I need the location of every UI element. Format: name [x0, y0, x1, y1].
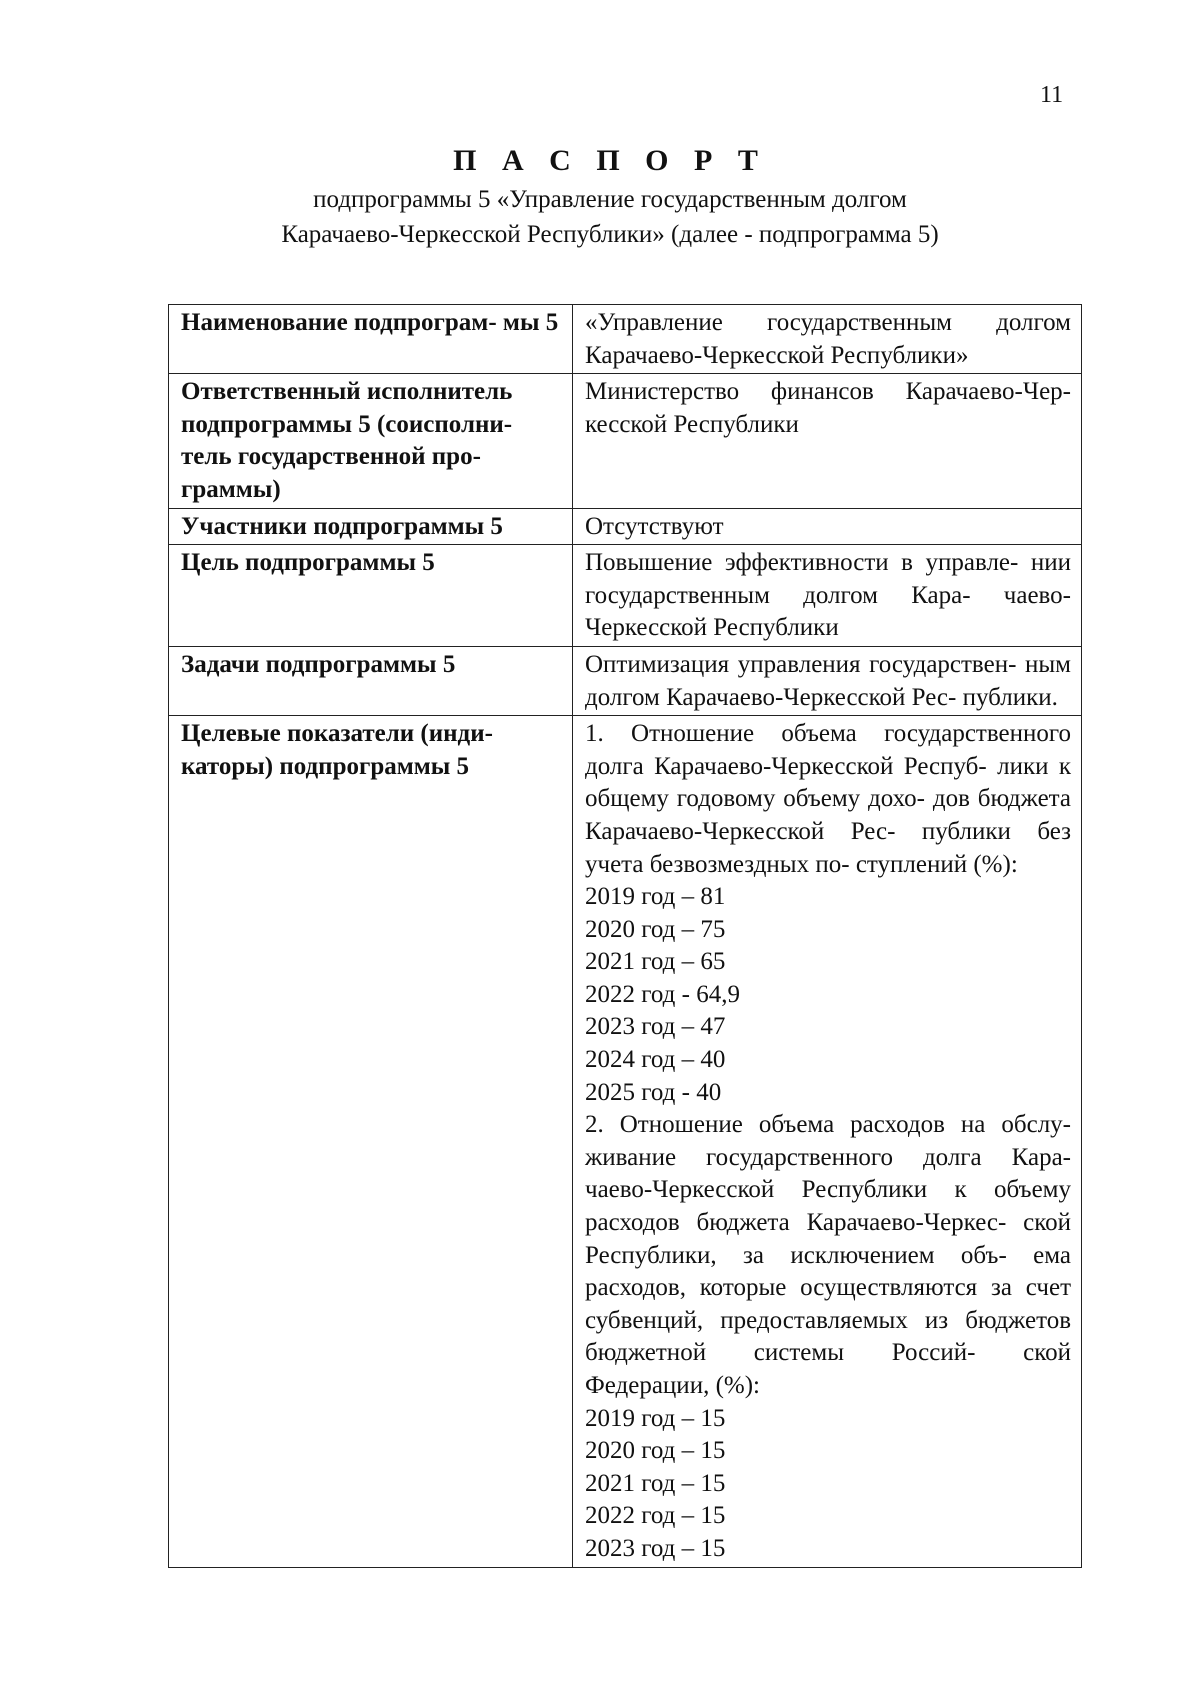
- indicator-2-text: 2. Отношение объема расходов на обслу- живание государственного долга Кара- чаево-Черкесской Республики к объему расходов бюджета Карачаево-Черкес- ской Республики, за исключением объ- ема расходов, которые осуществляются за счет субвенций, предоставляемых из бюджетов бюджетной системы Россий- ской Федерации, (%):: [585, 1111, 1071, 1399]
- page-number: 11: [1040, 82, 1064, 108]
- indicator-1-text: 1. Отношение объема государственного долга Карачаево-Черкесской Респуб- лики к общему годовому объему дохо- дов бюджета Карачаево-Черкесской Рес- публики без учета безвозмездных по- ступлений (%):: [585, 720, 1071, 878]
- row-value: «Управление государственным долгом Карачаево-Черкесской Республики»: [573, 305, 1082, 374]
- table-row: [169, 716, 1082, 1567]
- table-row: [169, 646, 1082, 715]
- indicator-2-year-value: 2022 год – 15: [585, 1502, 726, 1530]
- indicator-1-year-value: 2023 год – 47: [585, 1013, 726, 1041]
- row-value: Оптимизация управления государствен- ным долгом Карачаево-Черкесской Рес- публики.: [573, 646, 1082, 715]
- indicator-2-year-value: 2020 год – 15: [585, 1437, 726, 1465]
- indicator-2-year-value: 2019 год – 15: [585, 1404, 726, 1432]
- document-title: П А С П О Р Т: [453, 144, 767, 177]
- table-row: [169, 545, 1082, 647]
- row-value: Министерство финансов Карачаево-Чер- кесской Республики: [573, 374, 1082, 508]
- indicator-1-year-value: 2021 год – 65: [585, 948, 726, 976]
- indicator-2-year-value: 2021 год – 15: [585, 1469, 726, 1497]
- table-row: [169, 508, 1082, 545]
- row-label: Целевые показатели (инди- каторы) подпрограммы 5: [169, 716, 573, 1567]
- indicator-1-year-value: 2020 год – 75: [585, 915, 726, 943]
- indicator-1-year-value: 2025 год - 40: [585, 1078, 722, 1106]
- indicator-1-year-value: 2019 год – 81: [585, 883, 726, 911]
- document-subtitle-line-2: Карачаево-Черкесской Республики» (далее - подпрограмма 5): [281, 221, 939, 248]
- indicator-2-year-value: 2023 год – 15: [585, 1534, 726, 1562]
- passport-table: [168, 304, 1082, 1568]
- table-row: [169, 374, 1082, 508]
- row-label: Ответственный исполнитель подпрограммы 5 (соисполни- тель государственной про- граммы): [169, 374, 573, 508]
- indicators-cell: [573, 716, 1082, 1567]
- row-label: Наименование подпрограм- мы 5: [169, 305, 573, 374]
- document-header: [150, 142, 1070, 252]
- row-value: Отсутствуют: [573, 508, 1082, 545]
- row-value: Повышение эффективности в управле- нии государственным долгом Кара- чаево-Черкесской Республики: [573, 545, 1082, 647]
- indicator-1-year-value: 2022 год - 64,9: [585, 980, 740, 1008]
- document-subtitle-line-1: подпрограммы 5 «Управление государственным долгом: [313, 186, 907, 213]
- row-label: Участники подпрограммы 5: [169, 508, 573, 545]
- row-label: Задачи подпрограммы 5: [169, 646, 573, 715]
- table-row: [169, 305, 1082, 374]
- row-label: Цель подпрограммы 5: [169, 545, 573, 647]
- indicator-1-year-value: 2024 год – 40: [585, 1046, 726, 1074]
